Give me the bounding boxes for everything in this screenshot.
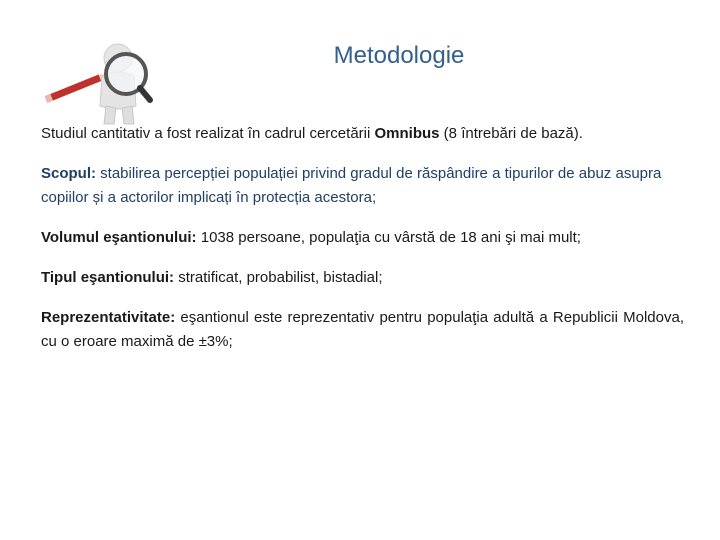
sample-size-label: Volumul eşantionului: (41, 229, 197, 246)
study-text: Studiul cantitativ a fost realizat în cadrul cercetării (41, 125, 375, 142)
methodology-content (41, 122, 684, 370)
scope-text: stabilirea percepției populației privind gradul de răspândire a tipurilor de abuz asupra copiilor și a actorilor implicați în protecția acestora; (41, 165, 662, 206)
paragraph-scope (41, 162, 684, 210)
paragraph-sample-size (41, 226, 684, 250)
representativeness-label: Reprezentativitate: (41, 309, 176, 326)
paragraph-representativeness (41, 306, 684, 354)
sample-type-label: Tipul eşantionului: (41, 269, 175, 286)
study-text-end: (8 întrebări de bază). (439, 125, 583, 142)
omnibus-label: Omnibus (374, 125, 440, 142)
paragraph-study (41, 122, 684, 146)
paragraph-sample-type (41, 266, 684, 290)
scope-label: Scopul: (41, 165, 96, 182)
representativeness-text: eşantionul este reprezentativ pentru populaţia adultă a Republicii Moldova, cu o eroare maximă de ±3%; (41, 309, 684, 350)
sample-type-text: stratificat, probabilist, bistadial; (174, 269, 383, 286)
sample-size-text: 1038 persoane, populaţia cu vârstă de 18 ani şi mai mult; (196, 229, 581, 246)
page-title: Metodologie (333, 42, 465, 69)
